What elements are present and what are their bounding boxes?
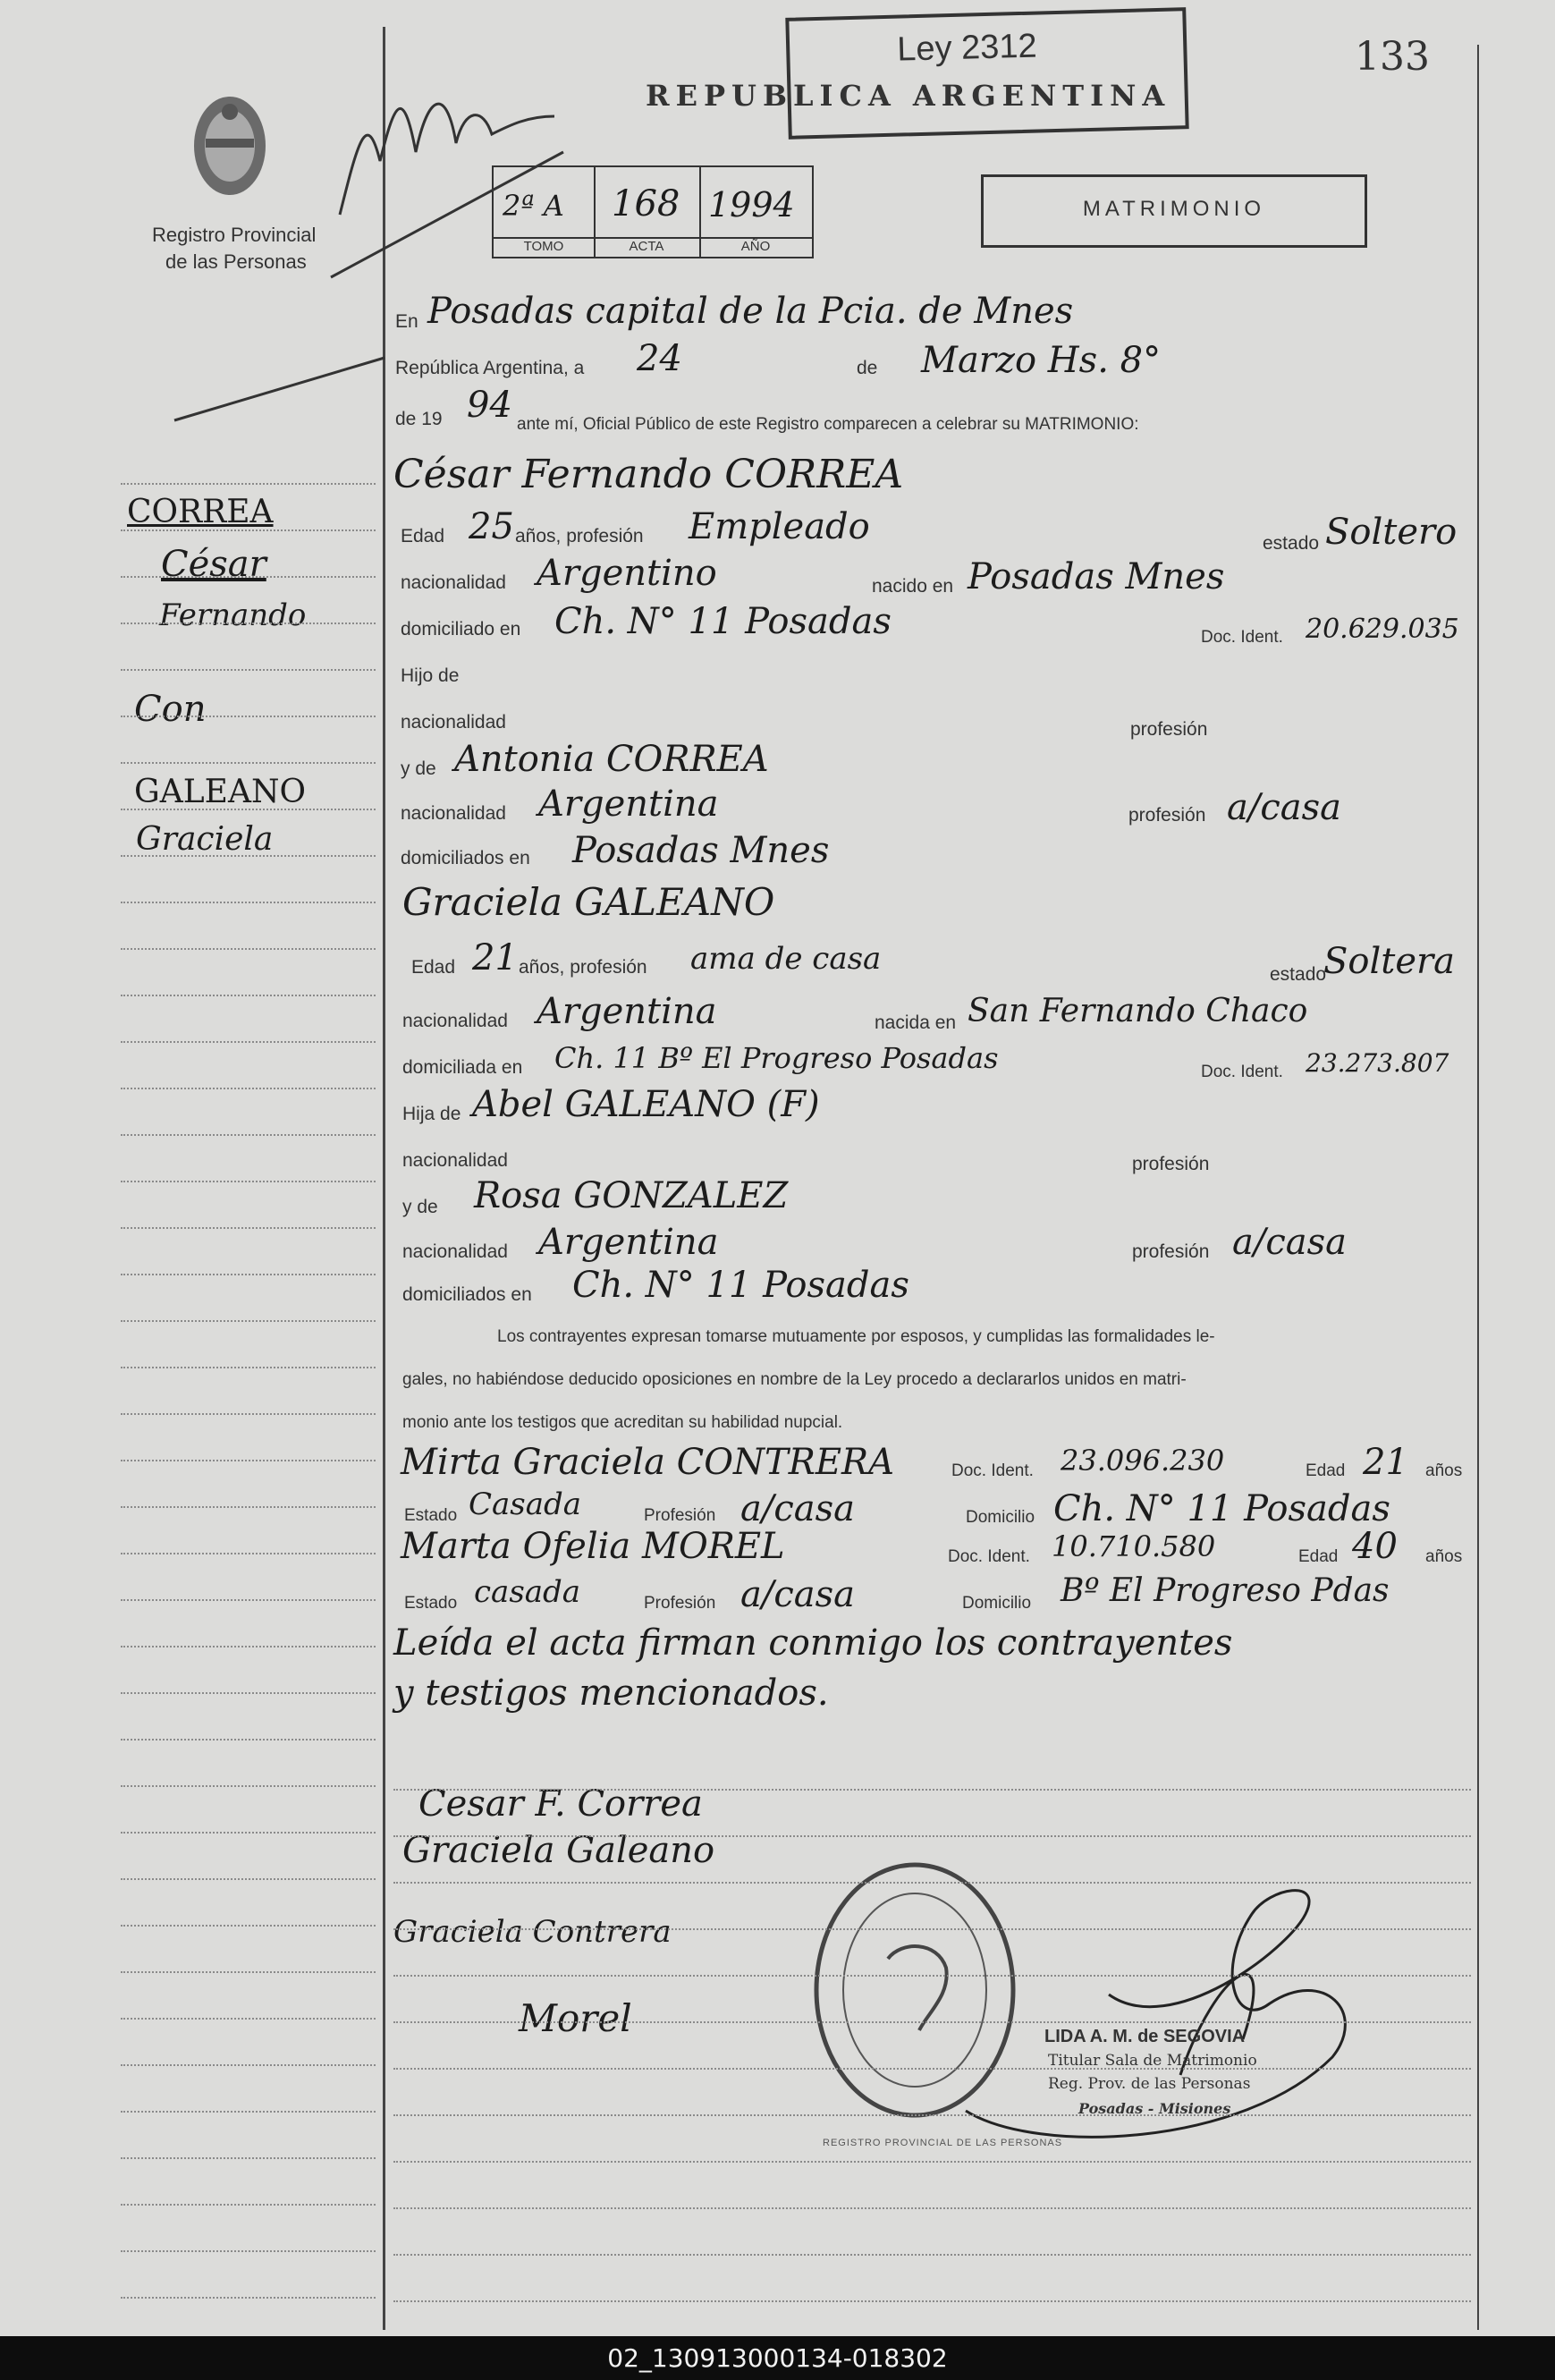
witness1-doc-number: 23.096.230	[1061, 1444, 1225, 1478]
body-rule-line	[393, 2068, 1471, 2070]
right-margin-line	[1477, 45, 1479, 2330]
margin-rule-line	[121, 1227, 376, 1229]
margin-bride-first: Graciela	[136, 821, 274, 858]
witness1-dom-label: Domicilio	[966, 1508, 1035, 1527]
groom-nationality: Argentino	[537, 553, 717, 594]
statement-line-3: monio ante los testigos que acreditan su habilidad nupcial.	[402, 1413, 843, 1432]
registry-label: Registro Provincial	[152, 224, 317, 246]
witness1-domicile: Ch. N° 11 Posadas	[1053, 1488, 1390, 1529]
margin-rule-line	[121, 576, 376, 578]
bride-status: Soltera	[1323, 941, 1455, 982]
witness1-anos-label: años	[1425, 1461, 1463, 1480]
margin-rule-line	[121, 1971, 376, 1973]
bride-mother-name: Rosa GONZALEZ	[474, 1175, 789, 1216]
body-rule-line	[393, 2021, 1471, 2023]
body-rule-line	[393, 1789, 1471, 1791]
witness2-domicile: Bº El Progreso Pdas	[1061, 1572, 1390, 1609]
groom-status: Soltero	[1325, 512, 1458, 553]
closing-line-2: y testigos mencionados.	[393, 1673, 829, 1714]
month-value: Marzo Hs. 8°	[921, 340, 1162, 381]
bride-age: 21	[472, 937, 518, 978]
body-rule-line	[393, 1835, 1471, 1837]
witness2-dom-label: Domicilio	[962, 1594, 1032, 1613]
seal-text: REGISTRO PROVINCIAL DE LAS PERSONAS	[823, 2138, 1063, 2148]
groom-birthplace: Posadas Mnes	[968, 556, 1225, 597]
bride-domicile: Ch. 11 Bº El Progreso Posadas	[554, 1041, 999, 1075]
groom-father-prof-label: profesión	[1130, 719, 1208, 740]
law-stamp-text: Ley 2312	[896, 27, 1038, 69]
body-rule-line	[393, 1975, 1471, 1977]
groom-edad-label: Edad	[401, 526, 445, 546]
witness1-estado-label: Estado	[404, 1506, 458, 1525]
official-city: Posadas - Misiones	[1078, 2100, 1231, 2117]
bride-father-prof-label: profesión	[1132, 1154, 1210, 1174]
margin-rule-line	[121, 1041, 376, 1043]
body-rule-line	[393, 1928, 1471, 1930]
margin-rule-line	[121, 1506, 376, 1508]
margin-rule-line	[121, 762, 376, 764]
doc-type-box	[981, 174, 1367, 248]
margin-rule-line	[121, 995, 376, 996]
margin-rule-line	[121, 1088, 376, 1089]
margin-groom-middle: Fernando	[159, 597, 307, 633]
bride-profession: ama de casa	[690, 941, 882, 977]
margin-rule-line	[121, 1599, 376, 1601]
bride-mother-prof-label: profesión	[1132, 1241, 1210, 1262]
groom-name: César Fernando CORREA	[393, 452, 904, 497]
margin-rule-line	[121, 1925, 376, 1927]
margin-con: Con	[134, 689, 207, 730]
witness2-doc-number: 10.710.580	[1052, 1529, 1216, 1563]
place-value: Posadas capital de la Pcia. de Mnes	[427, 291, 1074, 332]
margin-rule-line	[121, 483, 376, 485]
bride-nationality: Argentina	[537, 991, 717, 1032]
groom-nac-label: nacionalidad	[401, 572, 506, 593]
groom-parents-dom-label: domiciliados en	[401, 848, 530, 868]
de19-label: de 19	[395, 409, 443, 429]
witness1-status: Casada	[469, 1486, 582, 1522]
law-stamp	[785, 7, 1188, 140]
witness2-status: casada	[474, 1574, 581, 1610]
margin-rule-line	[121, 1553, 376, 1554]
body-rule-line	[393, 2161, 1471, 2163]
witness2-edad-label: Edad	[1298, 1547, 1339, 1566]
registry-label-2: de las Personas	[165, 250, 307, 273]
witness2-anos-label: años	[1425, 1547, 1463, 1566]
signature-bride: Graciela Galeano	[402, 1830, 715, 1871]
witness2-age: 40	[1352, 1526, 1398, 1567]
margin-rule-line	[121, 1274, 376, 1275]
bride-doc-number: 23.273.807	[1306, 1048, 1449, 1078]
de-label: de	[857, 358, 878, 378]
groom-domicile: Ch. N° 11 Posadas	[554, 601, 892, 642]
margin-rule-line	[121, 1832, 376, 1834]
margin-rule-line	[121, 1320, 376, 1322]
margin-rule-line	[121, 1181, 376, 1182]
groom-doc-number: 20.629.035	[1306, 614, 1459, 645]
body-rule-line	[393, 2114, 1471, 2116]
year-value: 94	[467, 385, 512, 426]
bride-mother-profession: a/casa	[1232, 1222, 1347, 1263]
bride-father-nac-label: nacionalidad	[402, 1150, 508, 1171]
groom-dom-label: domiciliado en	[401, 619, 521, 639]
official-title: Titular Sala de Matrimonio	[1048, 2052, 1257, 2070]
bride-nac-label: nacionalidad	[402, 1011, 508, 1031]
groom-estado-label: estado	[1263, 533, 1320, 554]
groom-father-nac-label: nacionalidad	[401, 712, 506, 733]
body-rule-line	[393, 2254, 1471, 2256]
official-registry: Reg. Prov. de las Personas	[1048, 2075, 1251, 2093]
bride-parents-dom-label: domiciliados en	[402, 1284, 532, 1305]
bride-name: Graciela GALEANO	[402, 880, 775, 924]
witness1-name: Mirta Graciela CONTRERA	[401, 1442, 895, 1483]
ano-value: 1994	[708, 185, 795, 224]
margin-rule-line	[121, 2111, 376, 2113]
margin-rule-line	[121, 2157, 376, 2159]
witness1-age: 21	[1363, 1442, 1408, 1483]
margin-rule-line	[121, 948, 376, 950]
groom-mother-nac-label: nacionalidad	[401, 803, 506, 824]
bride-father-name: Abel GALEANO (F)	[472, 1084, 820, 1125]
bride-doc-label: Doc. Ident.	[1201, 1063, 1283, 1081]
witness1-profession: a/casa	[740, 1488, 855, 1529]
margin-rule-line	[121, 2064, 376, 2066]
body-rule-line	[393, 2300, 1471, 2302]
witness2-estado-label: Estado	[404, 1594, 458, 1613]
statement-line-2: gales, no habiéndose deducido oposiciones en nombre de la Ley procedo a declararlos unidos en matri-	[402, 1370, 1187, 1389]
tomo-label: TOMO	[523, 239, 564, 254]
groom-mother-profession: a/casa	[1227, 787, 1341, 828]
margin-rule-line	[121, 529, 376, 531]
margin-rule-line	[121, 2204, 376, 2206]
acta-value: 168	[612, 183, 680, 224]
ano-label: AÑO	[740, 239, 771, 254]
groom-hijo-label: Hijo de	[401, 665, 460, 686]
witness1-prof-label: Profesión	[644, 1506, 716, 1525]
margin-groom-surname: CORREA	[127, 494, 274, 530]
margin-rule-line	[121, 1692, 376, 1694]
groom-age: 25	[469, 506, 514, 547]
statement-line-1: Los contrayentes expresan tomarse mutuamente por esposos, y cumplidas las formalidades le-	[497, 1327, 1215, 1346]
margin-rule-line	[121, 1739, 376, 1741]
margin-rule-line	[121, 1878, 376, 1880]
signature-witness2: Morel	[519, 1996, 632, 2040]
margin-rule-line	[121, 855, 376, 857]
groom-nacido-label: nacido en	[872, 576, 954, 597]
groom-profession: Empleado	[689, 506, 870, 547]
witness2-name: Marta Ofelia MOREL	[401, 1526, 785, 1567]
body-rule-line	[393, 2207, 1471, 2209]
margin-rule-line	[121, 809, 376, 810]
official-signature	[948, 1860, 1359, 2164]
bride-nacida-label: nacida en	[875, 1012, 957, 1033]
witness1-edad-label: Edad	[1306, 1461, 1346, 1480]
day-value: 24	[637, 338, 682, 379]
bride-yde-label: y de	[402, 1197, 438, 1217]
margin-groom-first: César	[161, 544, 266, 585]
witness2-doc-label: Doc. Ident.	[948, 1547, 1030, 1566]
bride-birthplace: San Fernando Chaco	[968, 993, 1308, 1029]
groom-anos-label: años, profesión	[515, 526, 644, 546]
witness2-prof-label: Profesión	[644, 1594, 716, 1613]
groom-doc-label: Doc. Ident.	[1201, 628, 1283, 647]
margin-rule-line	[121, 669, 376, 671]
official-name: LIDA A. M. de SEGOVIA	[1044, 2027, 1246, 2046]
bride-mother-nationality: Argentina	[538, 1222, 719, 1263]
groom-parents-domicile: Posadas Mnes	[572, 830, 830, 871]
witness1-doc-label: Doc. Ident.	[951, 1461, 1034, 1480]
margin-rule-line	[121, 716, 376, 717]
margin-rule-line	[121, 623, 376, 624]
margin-rule-line	[121, 902, 376, 903]
closing-line-1: Leída el acta firman conmigo los contrayentes	[393, 1622, 1233, 1664]
signature-groom: Cesar F. Correa	[418, 1783, 703, 1825]
bride-mother-nac-label: nacionalidad	[402, 1241, 508, 1262]
ante-text: ante mí, Oficial Público de este Registro comparecen a celebrar su MATRIMONIO:	[517, 415, 1139, 434]
page-number: 133	[1355, 34, 1430, 80]
en-label: En	[395, 311, 418, 332]
tomo-value: 2ª A	[503, 189, 564, 223]
margin-rule-line	[121, 2297, 376, 2299]
margin-rule-line	[121, 1460, 376, 1461]
groom-mother-name: Antonia CORREA	[454, 739, 769, 780]
witness2-profession: a/casa	[740, 1574, 855, 1615]
bride-hija-label: Hija de	[402, 1104, 461, 1124]
file-id-footer: 02_130913000134-018302	[0, 2336, 1555, 2380]
body-rule-line	[393, 1882, 1471, 1884]
signature-witness1: Graciela Contrera	[393, 1914, 672, 1950]
groom-yde-label: y de	[401, 758, 436, 779]
margin-rule-line	[121, 1134, 376, 1136]
margin-rule-line	[121, 1785, 376, 1787]
margin-rule-line	[121, 2018, 376, 2020]
acta-label: ACTA	[629, 239, 664, 254]
bride-dom-label: domiciliada en	[402, 1057, 523, 1078]
doc-type: MATRIMONIO	[1082, 197, 1266, 221]
groom-mother-nationality: Argentina	[538, 783, 719, 825]
bride-anos-label: años, profesión	[519, 957, 647, 978]
bride-edad-label: Edad	[411, 957, 456, 978]
margin-rule-line	[121, 1646, 376, 1647]
republic-heading: REPUBLICA ARGENTINA	[646, 79, 1171, 113]
groom-mother-prof-label: profesión	[1128, 805, 1206, 826]
margin-rule-line	[121, 1413, 376, 1415]
margin-rule-line	[121, 2250, 376, 2252]
margin-bride-surname: GALEANO	[134, 774, 306, 810]
bride-estado-label: estado	[1270, 964, 1327, 985]
bride-parents-domicile: Ch. N° 11 Posadas	[572, 1265, 909, 1306]
margin-rule-line	[121, 1367, 376, 1368]
republica-label: República Argentina, a	[395, 358, 585, 378]
